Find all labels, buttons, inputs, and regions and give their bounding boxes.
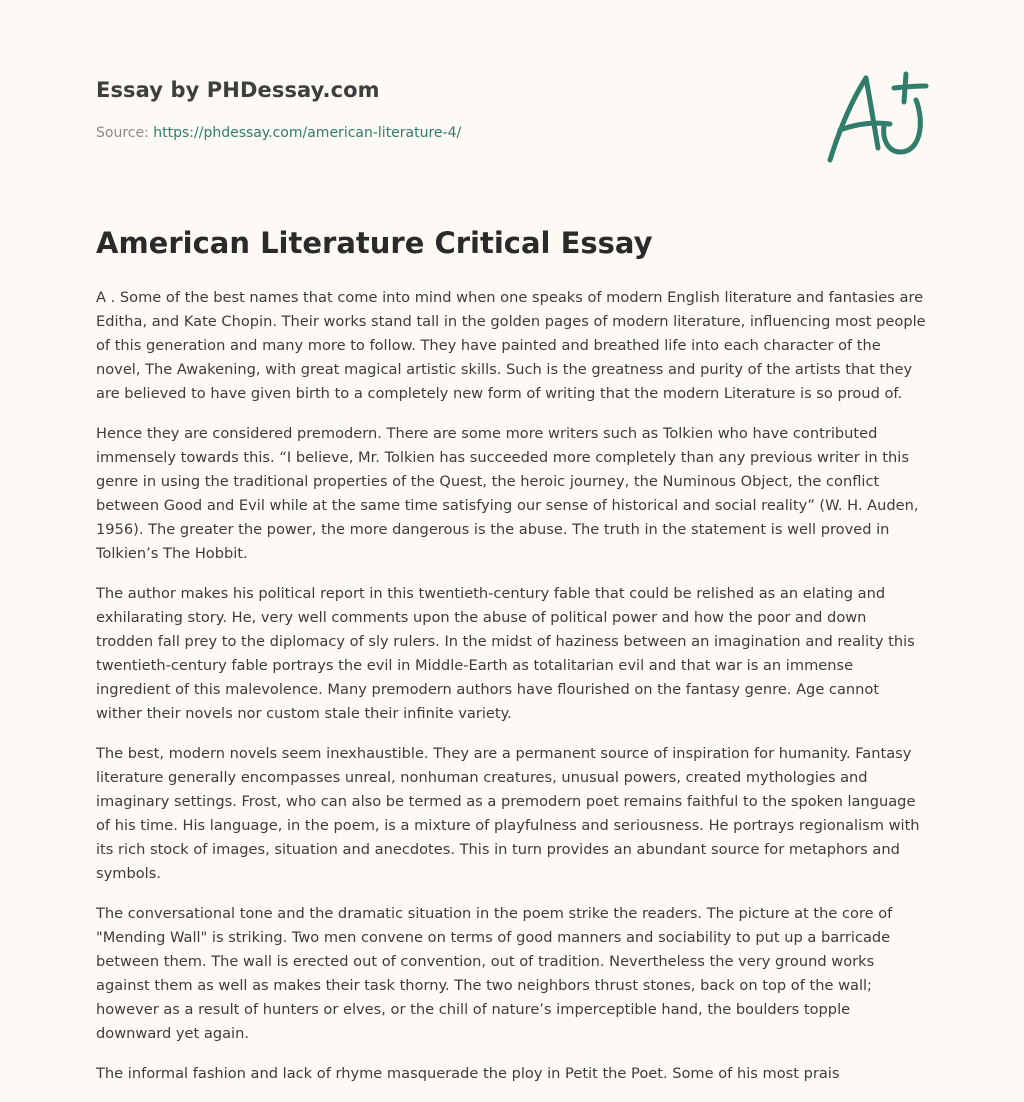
- a-plus-logo-icon: [826, 66, 930, 166]
- essay-paragraph: The author makes his political report in this twentieth-century fable that could be relished as an elating and exhilarating story. He, very well comments upon the abuse of political power and how the poor and down trodden fall prey to the diplomacy of sly rulers. In the midst of haziness between an imagination and reality this twentieth-century fable portrays the evil in Middle-Earth as totalitarian evil and that war is an immense ingredient of this malevolence. Many premodern authors have flourished on the fantasy genre. Age cannot wither their novels nor custom stale their infinite variety.: [96, 585, 915, 722]
- essay-body: [96, 286, 928, 1102]
- essay-paragraph: The conversational tone and the dramatic situation in the poem strike the readers. The picture at the core of "Mending Wall" is striking. Two men convene on terms of good manners and sociability to put up a barricade between them. The wall is erected out of convention, out of tradition. Nevertheless the very ground works against them as well as makes their task thorny. The two neighbors thrust stones, back on top of the wall; however as a result of hunters or elves, or the chill of nature’s imperceptible hand, the boulders topple downward yet again.: [96, 905, 893, 1042]
- source-label: Source:: [96, 125, 154, 141]
- source-line: [96, 125, 461, 141]
- essay-paragraph: The best, modern novels seem inexhaustible. They are a permanent source of inspiration for humanity. Fantasy literature generally encompasses unreal, nonhuman creatures, unusual powers, created mythologies and imaginary settings. Frost, who can also be termed as a premodern poet remains faithful to the spoken language of his time. His language, in the poem, is a mixture of playfulness and seriousness. He portrays regionalism with its rich stock of images, situation and anecdotes. This in turn provides an abundant source for metaphors and symbols.: [96, 745, 920, 882]
- essay-paragraph: A . Some of the best names that come into mind when one speaks of modern English literature and fantasies are Editha, and Kate Chopin. Their works stand tall in the golden pages of modern literature, influencing most people of this generation and many more to follow. They have painted and breathed life into each character of the novel, The Awakening, with great magical artistic skills. Such is the greatness and purity of the artists that they are believed to have given birth to a completely new form of writing that the modern Literature is so proud of.: [96, 289, 926, 402]
- essay-paragraph: The informal fashion and lack of rhyme masquerade the ploy in Petit the Poet. Some of his most prais: [96, 1065, 840, 1082]
- source-link[interactable]: https://phdessay.com/american-literature-4/: [153, 125, 462, 141]
- essay-paragraph: Hence they are considered premodern. There are some more writers such as Tolkien who have contributed immensely towards this. “I believe, Mr. Tolkien has succeeded more completely than any previous writer in this genre in using the traditional properties of the Quest, the heroic journey, the Numinous Object, the conflict between Good and Evil while at the same time satisfying our sense of historical and social reality” (W. H. Auden, 1956). The greater the power, the more dangerous is the abuse. The truth in the statement is well proved in Tolkien’s The Hobbit.: [96, 425, 919, 562]
- site-brand: Essay by PHDessay.com: [96, 78, 380, 102]
- essay-title: American Literature Critical Essay: [96, 226, 653, 260]
